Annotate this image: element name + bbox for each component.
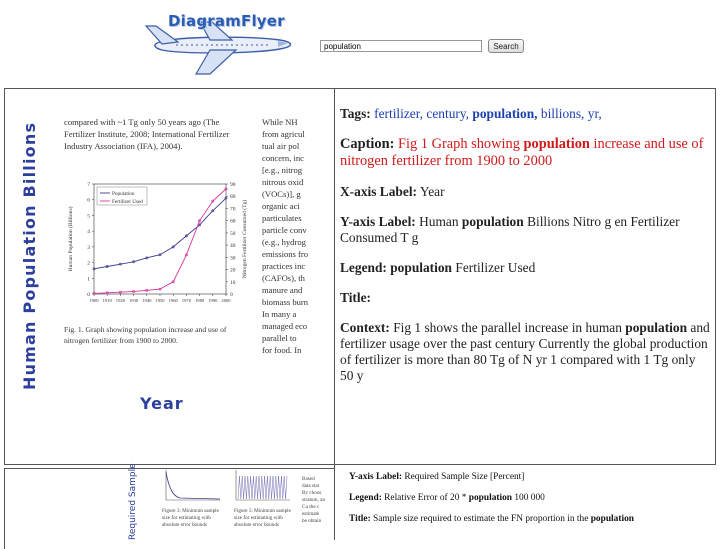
- legend-label: Fertilizer Used: [112, 199, 143, 205]
- meta2-title-row: [349, 514, 715, 525]
- meta-tags-row: [340, 106, 712, 122]
- y-tick-label: 3: [87, 244, 90, 251]
- tag-link[interactable]: yr,: [587, 106, 602, 121]
- meta-yaxis-post: Billions Nitro g en Fertilizer Consumed T g: [340, 214, 680, 245]
- meta2-legend-pre: Relative Error of 20 *: [384, 493, 467, 503]
- meta2-yaxis-label: Y-axis Label:: [349, 472, 403, 482]
- figure-ylabel: Human Population Billions: [20, 121, 39, 390]
- x-tick-label: 1970: [181, 298, 191, 303]
- paper-line: parallel to: [262, 333, 297, 343]
- meta-xaxis-label: X-axis Label:: [340, 184, 417, 199]
- y2-tick-label: 80: [230, 194, 236, 201]
- paper-line: particulates: [262, 213, 302, 223]
- meta2-legend-highlight: population: [468, 493, 513, 503]
- y-tick-label: 7: [87, 182, 90, 188]
- meta2-title-highlight: population: [590, 514, 634, 524]
- meta-caption-highlight: population: [523, 136, 590, 152]
- logo[interactable]: [140, 8, 300, 76]
- y2-tick-label: 90: [230, 182, 236, 188]
- meta2-legend-row: [349, 493, 715, 504]
- meta-yaxis-row: [340, 214, 712, 246]
- meta-title-label: Title:: [340, 290, 371, 305]
- tag-link[interactable]: fertilizer,: [374, 106, 424, 121]
- meta-caption-row: [340, 136, 712, 170]
- y-tick-label: 0: [87, 292, 90, 298]
- paper-line: manure and: [262, 285, 303, 295]
- thumb-curve: [166, 472, 220, 499]
- thumb-oscillation: [238, 476, 287, 499]
- y-tick-label: 6: [87, 197, 90, 204]
- paper-line: particle conv: [262, 225, 307, 235]
- meta-context-pre: Fig 1 shows the parallel increase in human: [393, 320, 622, 335]
- y2-tick-label: 70: [230, 206, 236, 213]
- meta-tags-label: Tags:: [340, 106, 371, 121]
- y-axis-label: Human Population (Billions): [68, 206, 74, 272]
- meta-yaxis-highlight: population: [461, 214, 524, 229]
- paper-line: biomass burn: [262, 297, 309, 307]
- x-tick-label: 1910: [102, 298, 112, 303]
- figure-caption: Fig. 1. Graph showing population increase and use of nitrogen fertilizer from 1900 to 2000.: [64, 325, 227, 345]
- paper-line: nitrous oxid: [262, 177, 304, 187]
- logo-text: DiagramFlyer: [168, 12, 285, 30]
- thumb3-line: Cu the c: [302, 504, 320, 510]
- result-divider: [334, 88, 335, 540]
- meta-legend-highlight: population: [390, 260, 453, 275]
- tag-link[interactable]: population,: [472, 106, 538, 121]
- figure-chart[interactable]: [64, 176, 254, 320]
- meta-yaxis-pre: Human: [419, 214, 459, 229]
- paper-line: Industry Association (IFA), 2004).: [64, 141, 183, 151]
- meta-xaxis-value: Year: [419, 184, 445, 199]
- paper-line: from agricul: [262, 129, 305, 139]
- y2-tick-label: 10: [230, 279, 236, 286]
- thumb3-line: Based: [302, 476, 315, 482]
- search-input[interactable]: [320, 40, 482, 52]
- x-tick-label: 2000: [221, 298, 231, 303]
- x-tick-label: 1930: [129, 298, 139, 303]
- x-tick-label: 1960: [168, 298, 178, 303]
- x-tick-label: 1920: [115, 298, 125, 303]
- paper-line: Fertilizer Institute, 2008; International Fertilizer: [64, 129, 230, 139]
- y2-tick-label: 60: [230, 218, 236, 225]
- paper-line: emissions fro: [262, 249, 309, 259]
- y2-tick-label: 20: [230, 267, 236, 274]
- y-tick-label: 4: [87, 229, 90, 236]
- paper-line: organic aci: [262, 201, 300, 211]
- thumb3-text: [302, 476, 332, 525]
- y2-tick-label: 50: [230, 230, 236, 237]
- series-line-population: [94, 198, 226, 269]
- paper-line: tual air pol: [262, 141, 300, 151]
- y-tick-label: 1: [87, 276, 90, 283]
- meta-context-row: [340, 320, 712, 384]
- paper-line: for food. In: [262, 345, 302, 355]
- thumbnail-chart-2[interactable]: [232, 468, 294, 506]
- metadata-panel: [340, 106, 712, 398]
- paper-line: (CAFOs), th: [262, 273, 305, 283]
- paper-line: managed eco: [262, 321, 308, 331]
- meta-context-post: and fertilizer usage over the past century Currently the global production of fertilizer is more than 80 Tg of N yr 1 compared with 1 Tg only 50 y: [340, 320, 710, 383]
- tag-link[interactable]: century,: [426, 106, 470, 121]
- x-tick-label: 1990: [208, 298, 218, 303]
- thumb3-line: By choos: [302, 490, 322, 496]
- paper-line: compared with ~1 Tg only 50 years ago (The: [64, 117, 220, 127]
- paper-line: In many a: [262, 309, 297, 319]
- y-tick-label: 5: [87, 213, 90, 220]
- paper-text-column-2: [262, 116, 310, 356]
- paper-line: (e.g., hydrog: [262, 237, 306, 247]
- x-tick-label: 1900: [89, 298, 99, 303]
- y2-tick-label: 0: [230, 292, 233, 298]
- figure-xlabel: Year: [140, 394, 184, 413]
- thumb3-line: data stat: [302, 483, 320, 489]
- thumb2-caption: Figure 5: Minimum sample size for estimating with absolute error bounds: [234, 508, 291, 528]
- legend-label: Population: [112, 191, 135, 197]
- paper-line: [e.g., nitrog: [262, 165, 303, 175]
- paper-text-column-1: [64, 116, 252, 152]
- thumb3-line: estimate: [302, 511, 320, 517]
- figure2-ylabel: Required Sample: [128, 463, 138, 540]
- thumbnail-chart-1[interactable]: [162, 468, 224, 506]
- meta2-legend-post: 100 000: [514, 493, 545, 503]
- meta-context-label: Context:: [340, 320, 390, 335]
- search-button[interactable]: Search: [488, 39, 524, 53]
- meta-caption-post: increase and use of nitrogen fertilizer from 1900 to 2000: [340, 136, 704, 169]
- thumb3-line: be obtain: [302, 518, 322, 524]
- meta-legend-label: Legend:: [340, 260, 387, 275]
- meta-yaxis-label: Y-axis Label:: [340, 214, 416, 229]
- meta2-title-label: Title:: [349, 514, 371, 524]
- meta2-legend-label: Legend:: [349, 493, 382, 503]
- y-tick-label: 2: [87, 260, 90, 267]
- meta2-yaxis-row: [349, 472, 715, 483]
- x-tick-label: 1940: [142, 298, 152, 303]
- paper-line: concern, inc: [262, 153, 304, 163]
- y2-axis-label: Nitrogen Fertilizer Consumed (Tg): [242, 199, 248, 279]
- y2-tick-label: 40: [230, 243, 236, 250]
- meta-context-highlight: population: [625, 320, 688, 335]
- paper-line: (VOCs)], g: [262, 189, 301, 199]
- meta-caption-label: Caption:: [340, 136, 395, 152]
- thumb1-caption: Figure 3: Minimum sample size for estimating with absolute error bounds: [162, 508, 219, 528]
- y2-tick-label: 30: [230, 255, 236, 262]
- paper-line: practices inc: [262, 261, 306, 271]
- meta-legend-post: Fertilizer Used: [455, 260, 536, 275]
- x-tick-label: 1950: [155, 298, 165, 303]
- meta-caption-pre: Fig 1 Graph showing: [397, 136, 520, 152]
- meta2-yaxis-value: Required Sample Size [Percent]: [404, 472, 525, 482]
- tag-link[interactable]: billions,: [540, 106, 585, 121]
- meta-title-row: [340, 290, 712, 306]
- meta2-title-pre: Sample size required to estimate the FN proportion in the: [373, 514, 589, 524]
- metadata-panel-2: [349, 472, 715, 535]
- meta-legend-row: [340, 260, 712, 276]
- thumb3-line: stratum, an: [302, 497, 326, 503]
- meta-xaxis-row: [340, 184, 712, 200]
- x-tick-label: 1980: [195, 298, 205, 303]
- paper-line: While NH: [262, 117, 298, 127]
